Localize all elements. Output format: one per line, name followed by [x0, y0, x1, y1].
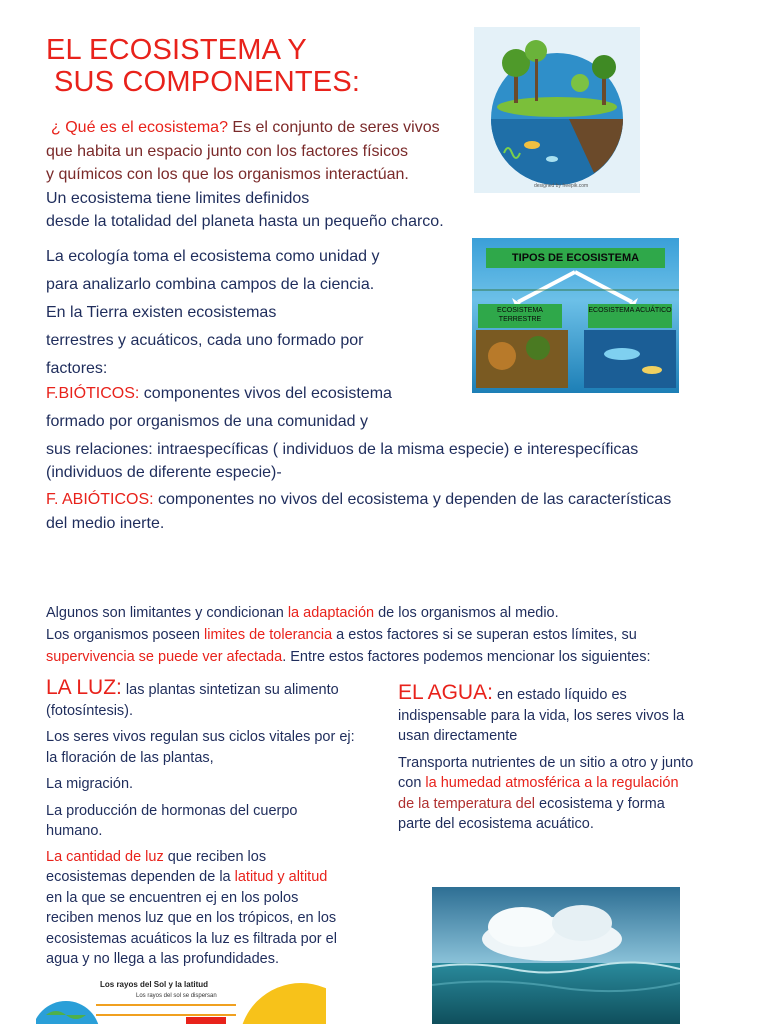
bioticos-line-3: sus relaciones: intraespecíficas ( individuos de la misma especie) e interespecíficas	[46, 441, 639, 458]
agua-line-6: parte del ecosistema acuático.	[398, 816, 594, 832]
intro-question: ¿ Qué es el ecosistema?	[51, 119, 228, 136]
agua-line-5a: de la temperatura del	[398, 795, 536, 812]
diagram-aquatic-label: ECOSISTEMA ACUÁTICO	[588, 304, 672, 328]
luz-line-3: la floración de las plantas,	[46, 749, 214, 766]
luz-line-4: La migración.	[46, 776, 134, 792]
illustration-credit: designed by freepik.com	[534, 183, 589, 189]
bioticos-paragraph	[46, 380, 638, 464]
agua-section	[398, 683, 738, 835]
limits-line-2a: Los organismos poseen	[46, 627, 204, 643]
intro-paragraph	[46, 116, 444, 234]
agua-line-5b: ecosistema y forma	[535, 795, 665, 812]
title-line-1: EL ECOSISTEMA Y	[46, 34, 307, 66]
luz-section	[46, 678, 376, 970]
luz-latitude: latitud y altitud	[234, 869, 328, 885]
limits-tolerance: limites de tolerancia	[204, 627, 333, 643]
intro-line-2: que habita un espacio junto con los factores físicos	[46, 142, 408, 160]
page-title	[46, 34, 360, 98]
agua-line-4a: con	[398, 775, 426, 791]
sun-diagram-title: Los rayos del Sol y la latitud	[100, 980, 209, 989]
sun-latitude-diagram	[36, 975, 326, 1024]
bioticos-label: F.BIÓTICOS:	[46, 385, 140, 402]
luz-heading-text: las plantas sintetizan su alimento	[121, 682, 339, 698]
ecosystem-illustration	[474, 27, 640, 193]
limits-line-1c: de los organismos al medio.	[374, 605, 559, 621]
luz-line-5: La producción de hormonas del cuerpo	[46, 802, 298, 819]
sun-diagram-note: Los rayos del sol se dispersan	[136, 993, 217, 999]
luz-line-8a: ecosistemas dependen de la	[46, 869, 235, 885]
agua-line-1: indispensable para la vida, los seres vivos la	[398, 707, 685, 724]
bioticos-line-2: formado por organismos de una comunidad y	[46, 413, 368, 430]
limits-survival: supervivencia se puede ver afectada	[46, 649, 283, 665]
ecosystem-types-diagram	[472, 238, 679, 393]
luz-line-2: Los seres vivos regulan sus ciclos vitales por ej:	[46, 729, 355, 745]
bioticos-line-4: (individuos de diferente especie)-	[46, 464, 282, 481]
ecology-paragraph	[46, 243, 380, 383]
luz-line-7b: que reciben los	[163, 848, 267, 865]
agua-line-3: Transporta nutrientes de un sitio a otro y junto	[398, 754, 694, 771]
ecology-line-5: factores:	[46, 360, 108, 377]
luz-line-10: reciben menos luz que en los trópicos, en los	[46, 910, 337, 926]
limits-paragraph	[46, 602, 651, 668]
agua-heading: EL AGUA:	[398, 681, 493, 704]
luz-line-12: agua y no llega a las profundidades.	[46, 951, 279, 967]
limits-line-3b: . Entre estos factores podemos mencionar los siguientes:	[282, 649, 651, 665]
abioticos-paragraph	[46, 488, 671, 536]
intro-line-5: desde la totalidad del planeta hasta un pequeño charco.	[46, 213, 444, 230]
diagram-terrestrial-label: ECOSISTEMA TERRESTRE	[478, 304, 562, 328]
limits-line-1a: Algunos son limitantes y condicionan	[46, 605, 288, 621]
limits-line-2c: a estos factores si se superan estos límites, su	[332, 627, 637, 643]
agua-line-2: usan directamente	[398, 728, 518, 744]
luz-line-11: ecosistemas acuáticos la luz es filtrada por el	[46, 930, 337, 947]
title-line-2: SUS COMPONENTES:	[54, 66, 361, 98]
ecology-line-4: terrestres y acuáticos, cada uno formado por	[46, 332, 364, 349]
bioticos-line-1: componentes vivos del ecosistema	[139, 385, 392, 402]
agua-heading-text: en estado líquido es	[492, 687, 627, 703]
luz-line-9: en la que se encuentren ej en los polos	[46, 889, 299, 906]
abioticos-line-2: del medio inerte.	[46, 515, 165, 532]
intro-line-1: Es el conjunto de seres vivos	[227, 119, 440, 136]
ecology-line-2: para analizarlo combina campos de la ciencia.	[46, 276, 375, 293]
abioticos-line-1: componentes no vivos del ecosistema y dependen de las características	[153, 491, 672, 508]
agua-humidity: la humedad atmosférica a la regulación	[425, 775, 679, 791]
diagram-title: TIPOS DE ECOSISTEMA	[486, 248, 665, 268]
luz-heading: LA LUZ:	[46, 676, 122, 699]
luz-line-6: humano.	[46, 823, 103, 839]
ecology-line-1: La ecología toma el ecosistema como unidad y	[46, 248, 380, 265]
ecology-line-3: En la Tierra existen ecosistemas	[46, 304, 277, 321]
limits-adaptation: la adaptación	[287, 605, 375, 621]
ocean-photo	[432, 887, 680, 1024]
luz-amount: La cantidad de luz	[46, 848, 164, 865]
intro-line-3: y químicos con los que los organismos interactúan.	[46, 166, 409, 183]
abioticos-label: F. ABIÓTICOS:	[46, 491, 154, 508]
luz-line-1: (fotosíntesis).	[46, 702, 134, 719]
intro-line-4: Un ecosistema tiene limites definidos	[46, 189, 310, 207]
